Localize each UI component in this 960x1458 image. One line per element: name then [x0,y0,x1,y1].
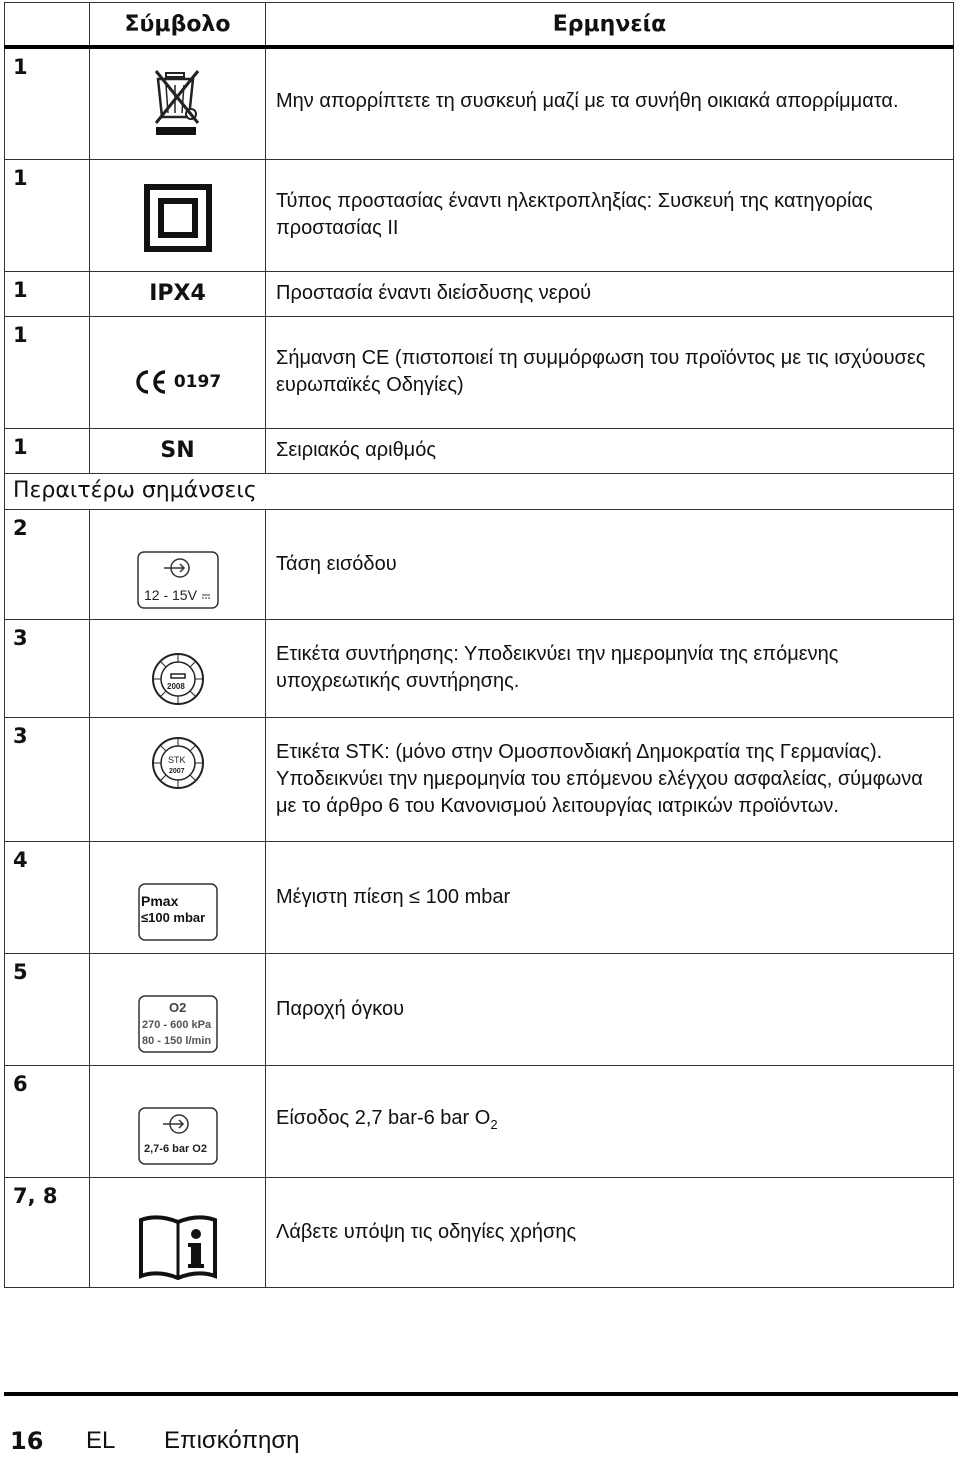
row-number: 6 [5,1065,90,1177]
row-description: Παροχή όγκου [266,953,954,1065]
o2-subscript: 2 [490,1116,498,1132]
row-number: 5 [5,953,90,1065]
row-number: 1 [5,316,90,428]
header-symbol: Σύμβολο [90,3,266,48]
table-row [5,159,954,271]
symbol-cell [90,316,266,428]
row-description: Μην απορρίπτετε τη συσκευή μαζί με τα συνήθη οικιακά απορρίμματα. [266,47,954,159]
stk-text: STK [167,754,186,765]
row-number: 4 [5,841,90,953]
maintenance-year: 2008 [166,681,185,691]
section-title: Περαιτέρω σημάνσεις [5,473,954,509]
symbol-cell [90,717,266,841]
row-description: Ετικέτα συντήρησης: Υποδεικνύει την ημερομηνία της επόμενης υποχρεωτικής συντήρησης. [266,619,954,717]
table-row [5,1177,954,1287]
row-number: 1 [5,428,90,473]
o2-inlet-label: 2,7-6 bar O2 [143,1142,207,1155]
symbol-cell [90,841,266,953]
max-pressure-icon [137,882,219,942]
table-row [5,271,954,316]
footer-language: EL [86,1427,116,1454]
row-number: 1 [5,47,90,159]
ce-mark-icon [134,369,168,395]
table-row [5,841,954,953]
symbol-cell [90,159,266,271]
row-number: 7, 8 [5,1177,90,1287]
symbol-cell [90,1177,266,1287]
table-row [5,316,954,428]
flow-range: 80 - 150 l/min [141,1034,211,1047]
row-description: Ετικέτα STK: (μόνο στην Ομοσπονδιακή Δημοκρατία της Γερμανίας). Υποδεικνύει την ημερομηνία του επόμενου ελέγχου ασφαλείας, σύμφωνα με το άρθρο 6 του Κανονισμού λειτουργίας ιατρικών προϊόντων. [266,717,954,841]
symbol-cell [90,47,266,159]
table-header-row [5,3,954,48]
row-description: Τάση εισόδου [266,509,954,619]
table-row [5,953,954,1065]
row-number: 2 [5,509,90,619]
instructions-book-icon [138,1214,218,1280]
o2-label: O2 [168,999,186,1015]
row-description: Σήμανση CE (πιστοποιεί τη συμμόρφωση του προϊόντος με τις ισχύουσες ευρωπαϊκές Οδηγίες) [266,316,954,428]
footer-rule [4,1392,958,1396]
ce-number: 0197 [173,371,222,392]
o2-inlet-desc: Είσοδος 2,7 bar-6 bar O [276,1106,491,1129]
row-number: 3 [5,717,90,841]
table-row [5,1065,954,1177]
row-description [266,1065,954,1177]
table-row [5,428,954,473]
maintenance-label-icon [151,652,205,706]
ipx4-symbol: IPX4 [149,281,206,306]
o2-inlet-icon [137,1106,219,1166]
row-description: Τύπος προστασίας έναντι ηλεκτροπληξίας: Συσκευή της κατηγορίας προστασίας II [266,159,954,271]
symbol-cell [90,271,266,316]
input-voltage-icon [136,550,220,610]
header-empty [5,3,90,48]
page-number: 16 [10,1427,44,1455]
stk-label-icon [151,736,205,790]
sn-symbol: SN [160,438,195,463]
pressure-range: 270 - 600 kPa [141,1018,211,1031]
pmax-label: Pmax [140,892,178,909]
voltage-label: 12 - 15V [143,586,197,603]
footer-section: Επισκόπηση [164,1427,300,1454]
pmax-value: ≤100 mbar [140,909,205,925]
table-row [5,509,954,619]
table-row [5,619,954,717]
row-description: Μέγιστη πίεση ≤ 100 mbar [266,841,954,953]
row-description: Λάβετε υπόψη τις οδηγίες χρήσης [266,1177,954,1287]
symbol-cell [90,428,266,473]
row-description: Σειριακός αριθμός [266,428,954,473]
row-number: 1 [5,159,90,271]
symbol-cell [90,953,266,1065]
table-row [5,717,954,841]
symbol-cell [90,1065,266,1177]
stk-year: 2007 [168,767,185,775]
section-row [5,473,954,509]
row-number: 3 [5,619,90,717]
symbols-table [4,2,954,1288]
symbol-cell [90,509,266,619]
symbol-cell [90,619,266,717]
volume-flow-icon [137,994,219,1054]
row-number: 1 [5,271,90,316]
header-meaning: Ερμηνεία [266,3,954,48]
class-ii-icon [144,184,212,252]
table-row [5,47,954,159]
crossed-bin-icon [153,67,203,137]
row-description: Προστασία έναντι διείσδυσης νερού [266,271,954,316]
